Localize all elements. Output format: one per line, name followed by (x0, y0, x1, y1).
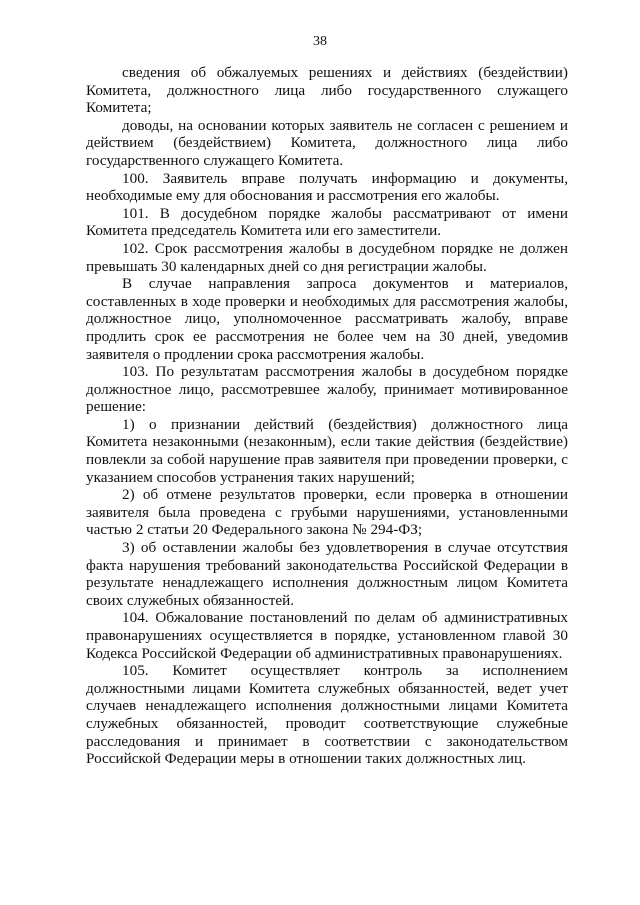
paragraph-102: 102. Срок рассмотрения жалобы в досудебном порядке не должен превышать 30 календарных дней со дня регистрации жалобы. (86, 239, 568, 275)
paragraph-applicant-arguments: доводы, на основании которых заявитель не согласен с решением и действием (бездействием) Комитета, должностного лица либо государственного служащего Комитета. (86, 116, 568, 169)
paragraph-103-item-3: 3) об оставлении жалобы без удовлетворения в случае отсутствия факта нарушения требований законодательства Российской Федерации в результате ненадлежащего исполнения должностным лицом Комитета своих служебных обязанностей. (86, 539, 568, 609)
paragraph-103-item-1: 1) о признании действий (бездействия) должностного лица Комитета незаконными (незаконным), если такие действия (бездействие) повлекли за собой нарушение прав заявителя при проведении проверки, с указанием способов устранения таких нарушений; (86, 415, 568, 486)
paragraph-complaint-details: сведения об обжалуемых решениях и действиях (бездействии) Комитета, должностного лица либо государственного служащего Комитета; (86, 64, 568, 117)
paragraph-103: 103. По результатам рассмотрения жалобы в досудебном порядке должностное лицо, рассмотревшее жалобу, принимает мотивированное решение: (86, 363, 568, 416)
paragraph-102-extension: В случае направления запроса документов и материалов, составленных в ходе проверки и необходимых для рассмотрения жалобы, должностное лицо, уполномоченное рассматривать жалобу, вправе продлить срок ее рассмотрения не более чем на 30 дней, уведомив заявителя о продлении срока рассмотрения жалобы. (86, 275, 568, 363)
document-body (86, 64, 568, 768)
paragraph-103-item-2: 2) об отмене результатов проверки, если проверка в отношении заявителя была проведена с грубыми нарушениями, установленными частью 2 статьи 20 Федерального закона № 294-ФЗ; (86, 486, 568, 539)
page-number: 38 (313, 34, 327, 49)
paragraph-104: 104. Обжалование постановлений по делам об административных правонарушениях осуществляется в порядке, установленном главой 30 Кодекса Российской Федерации об административных правонарушениях. (86, 609, 568, 662)
paragraph-100: 100. Заявитель вправе получать информацию и документы, необходимые ему для обоснования и рассмотрения его жалобы. (86, 169, 568, 205)
paragraph-101: 101. В досудебном порядке жалобы рассматривают от имени Комитета председатель Комитета или его заместители. (86, 204, 568, 240)
paragraph-105: 105. Комитет осуществляет контроль за исполнением должностными лицами Комитета служебных обязанностей, ведет учет случаев ненадлежащего исполнения должностными лицами Комитета служебных обязанностей, проводит соответствующие служебные расследования и принимает в соответствии с законодательством Российской Федерации меры в отношении таких должностных лиц. (86, 662, 568, 768)
